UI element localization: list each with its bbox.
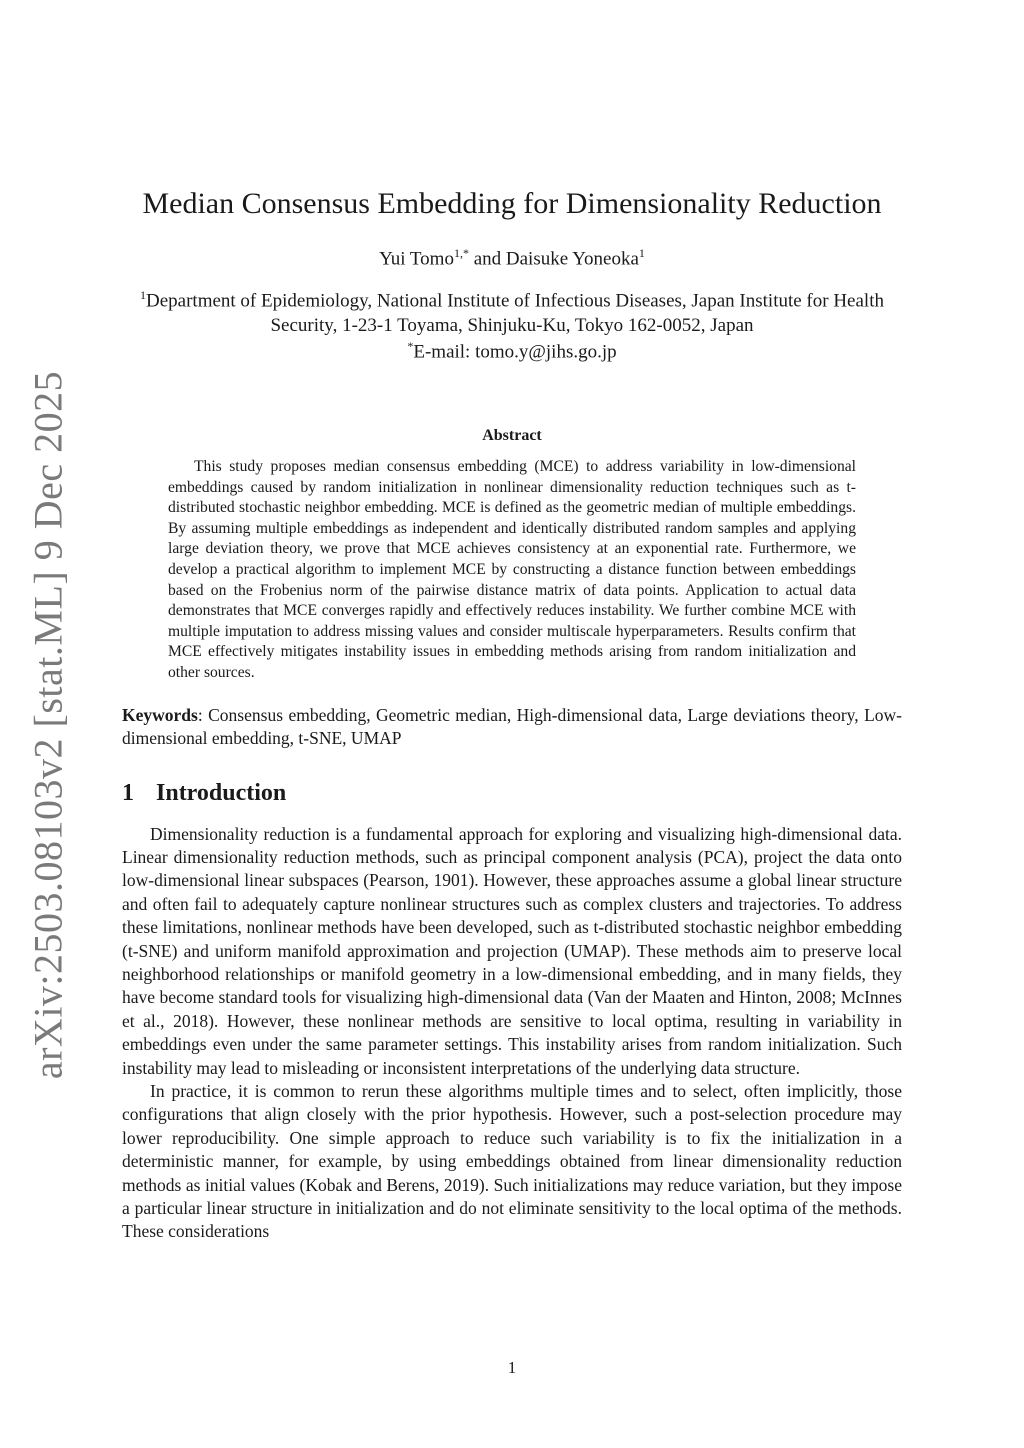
arxiv-identifier-stamp: arXiv:2503.08103v2 [stat.ML] 9 Dec 2025 [25, 370, 71, 1080]
email-text: E-mail: tomo.y@jihs.go.jp [413, 341, 617, 363]
abstract-heading: Abstract [482, 427, 542, 445]
section-heading [122, 780, 902, 807]
affiliation-marker: 1 [140, 288, 146, 303]
author-name: Yui Tomo [379, 248, 454, 270]
keywords-text: : Consensus embedding, Geometric median, High-dimensional data, Large deviations theory, Low-dimensional embedding, t-SNE, UMAP [122, 704, 902, 748]
paper-title: Median Consensus Embedding for Dimensionality Reduction [142, 187, 882, 220]
contact-email [122, 339, 902, 365]
author-connector: and [468, 248, 506, 270]
affiliation-block [122, 288, 902, 365]
page-number: 1 [507, 1358, 517, 1377]
author-line [122, 246, 902, 270]
abstract-body: This study proposes median consensus embedding (MCE) to address variability in low-dimensional embeddings caused by random initialization in nonlinear dimensionality reduction techniques such as t-distributed stochastic neighbor embedding. MCE is defined as the geometric median of multiple embeddings. By assuming multiple embeddings as independent and identically distributed random samples and applying large deviation theory, we prove that MCE achieves consistency at an exponential rate. Furthermore, we develop a practical algorithm to implement MCE by constructing a distance function between embeddings based on the Frobenius norm of the pairwise distance matrix of data points. Application to actual data demonstrates that MCE converges rapidly and effectively reduces instability. We further combine MCE with multiple imputation to address missing values and consider multiscale hyperparameters. Results confirm that MCE effectively mitigates instability issues in embedding methods arising from random initialization and other sources. [168, 458, 856, 681]
keywords-block [122, 704, 902, 750]
section-title: Introduction [156, 779, 287, 806]
body-paragraph: Dimensionality reduction is a fundamental approach for exploring and visualizing high-dimensional data. Linear dimensionality reduction methods, such as principal component analysis (PCA), project the data onto low-dimensional linear subspaces (Pearson, 1901). However, these approaches assume a global linear structure and often fail to adequately capture nonlinear structures such as complex clusters and trajectories. To address these limitations, nonlinear methods have been developed, such as t-distributed stochastic neighbor embedding (t-SNE) and uniform manifold approximation and projection (UMAP). These methods aim to preserve local neighborhood relationships or manifold geometry in a low-dimensional embedding, and in many fields, they have become standard tools for visualizing high-dimensional data (Van der Maaten and Hinton, 2008; McInnes et al., 2018). However, these nonlinear methods are sensitive to local optima, resulting in variability in embeddings even under the same parameter settings. This instability arises from random initialization. Such instability may lead to misleading or inconsistent interpretations of the underlying data structure. [122, 823, 902, 1078]
author-affiliation-marker: 1 [638, 246, 645, 260]
email-marker: * [407, 339, 414, 354]
body-paragraph: In practice, it is common to rerun these algorithms multiple times and to select, often implicitly, those configurations that align closely with the prior hypothesis. However, such a post-selection procedure may lower reproducibility. One simple approach to reduce such variability is to fix the initialization in a deterministic manner, for example, by using embeddings obtained from linear dimensionality reduction methods as initial values (Kobak and Berens, 2019). Such initializations may reduce variation, but they impose a particular linear structure in initialization and do not eliminate sensitivity to the local optima of the methods. These considerations [122, 1081, 902, 1242]
paper-page [122, 186, 902, 1244]
keywords-label: Keywords [122, 704, 198, 725]
author-affiliation-marker: 1,* [453, 246, 469, 260]
affiliation-address: Department of Epidemiology, National Institute of Infectious Diseases, Japan Institute for Health Security, 1-23-1 Toyama, Shinjuku-Ku, Tokyo 162-0052, Japan [146, 290, 884, 337]
affiliation-text [122, 288, 902, 339]
author-name: Daisuke Yoneoka [505, 248, 639, 270]
section-number: 1 [122, 779, 134, 806]
